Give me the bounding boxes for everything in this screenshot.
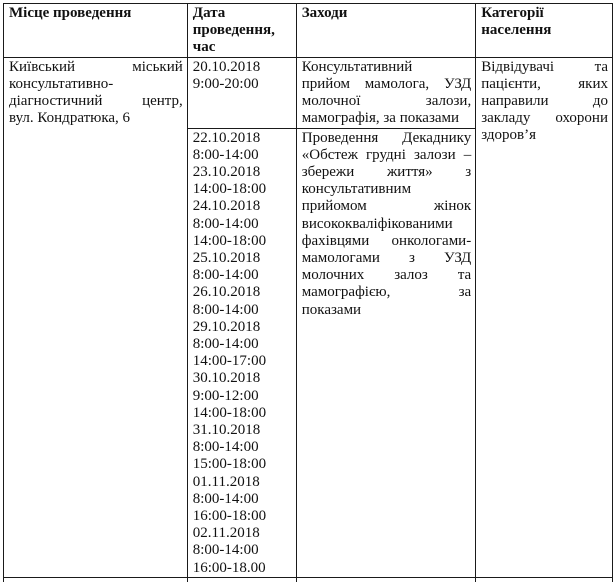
date-line: 26.10.2018 <box>192 284 261 301</box>
date-line: 01.11.2018 <box>192 473 260 490</box>
event-line: Проведення Декаднику <box>301 129 472 146</box>
date-line: 02.11.2018 <box>192 525 260 542</box>
event-line: прийом мамолога, УЗД <box>301 75 472 92</box>
date-line: 29.10.2018 <box>192 318 261 335</box>
header-date-line: проведення, <box>192 22 275 39</box>
place-line: вул. Кондратюка, 6 <box>9 110 131 127</box>
time-line: 8:00-14:00 <box>192 215 259 232</box>
time-line: 16:00-18:00 <box>192 508 267 525</box>
header-category-line: Категорії <box>481 5 544 21</box>
header-event-text: Заходи <box>301 5 348 21</box>
empty-cell <box>296 577 475 582</box>
date-line: 31.10.2018 <box>192 422 261 439</box>
place-line: діагностичний центр, <box>9 93 183 110</box>
date-line: 24.10.2018 <box>192 198 261 215</box>
category-line: здоров’я <box>481 127 536 144</box>
event-cell <box>296 128 475 577</box>
category-line: Відвідувачі та <box>481 58 608 75</box>
empty-cell <box>476 577 613 582</box>
header-place <box>4 4 188 58</box>
place-line: консультативно- <box>9 75 114 92</box>
event-cell <box>296 57 475 128</box>
header-place-text: Місце проведення <box>9 5 132 21</box>
time-line: 8:00-14:00 <box>192 301 259 318</box>
header-date-line: час <box>192 39 216 56</box>
date-cell <box>187 57 296 128</box>
event-line: показами <box>301 301 362 318</box>
time-line: 8:00-14:00 <box>192 336 259 353</box>
time-line: 16:00-18.00 <box>192 559 266 576</box>
date-line: 23.10.2018 <box>192 164 261 181</box>
event-line: консультативним <box>301 181 412 198</box>
time-line: 9:00-20:00 <box>192 75 259 92</box>
event-line: «Обстеж грудні залози – <box>301 146 472 163</box>
event-line: Консультативний <box>301 58 413 75</box>
time-line: 14:00-18:00 <box>192 181 267 198</box>
time-line: 8:00-14:00 <box>192 439 259 456</box>
event-line: мамографія, за показами <box>301 110 460 127</box>
date-line: 20.10.2018 <box>192 58 261 75</box>
date-line: 30.10.2018 <box>192 370 261 387</box>
time-line: 14:00-18:00 <box>192 232 267 249</box>
place-line: Київський міський <box>9 58 183 75</box>
event-line: висококваліфікованими <box>301 215 453 232</box>
header-category <box>476 4 613 58</box>
event-line: прийомом жінок <box>301 198 472 215</box>
event-line: мамологами з УЗД <box>301 250 472 267</box>
header-date-line: Дата <box>192 5 226 21</box>
event-line: фахівцями онкологами- <box>301 232 472 249</box>
header-category-line: населення <box>481 22 552 39</box>
header-event <box>296 4 475 58</box>
category-line: закладу охорони <box>481 110 608 127</box>
event-line: молочних залоз та <box>301 267 472 284</box>
empty-cell <box>4 577 188 582</box>
table-row <box>4 57 613 128</box>
empty-cell <box>187 577 296 582</box>
category-cell <box>476 57 613 577</box>
event-line: збережи життя» з <box>301 164 472 181</box>
category-line: направили до <box>481 93 608 110</box>
date-line: 22.10.2018 <box>192 129 261 146</box>
event-line: молочної залози, <box>301 93 472 110</box>
category-line: пацієнти, яких <box>481 75 608 92</box>
header-row <box>4 4 613 58</box>
time-line: 8:00-14:00 <box>192 490 259 507</box>
place-cell <box>4 57 188 577</box>
header-date <box>187 4 296 58</box>
time-line: 14:00-17:00 <box>192 353 267 370</box>
time-line: 8:00-14:00 <box>192 267 259 284</box>
time-line: 14:00-18:00 <box>192 404 267 421</box>
events-table <box>3 3 613 582</box>
date-cell <box>187 128 296 577</box>
time-line: 9:00-12:00 <box>192 387 259 404</box>
time-line: 15:00-18:00 <box>192 456 267 473</box>
table-row-cut-off <box>4 577 613 582</box>
event-line: мамографією, за <box>301 284 472 301</box>
time-line: 8:00-14:00 <box>192 542 259 559</box>
time-line: 8:00-14:00 <box>192 146 259 163</box>
date-line: 25.10.2018 <box>192 250 261 267</box>
